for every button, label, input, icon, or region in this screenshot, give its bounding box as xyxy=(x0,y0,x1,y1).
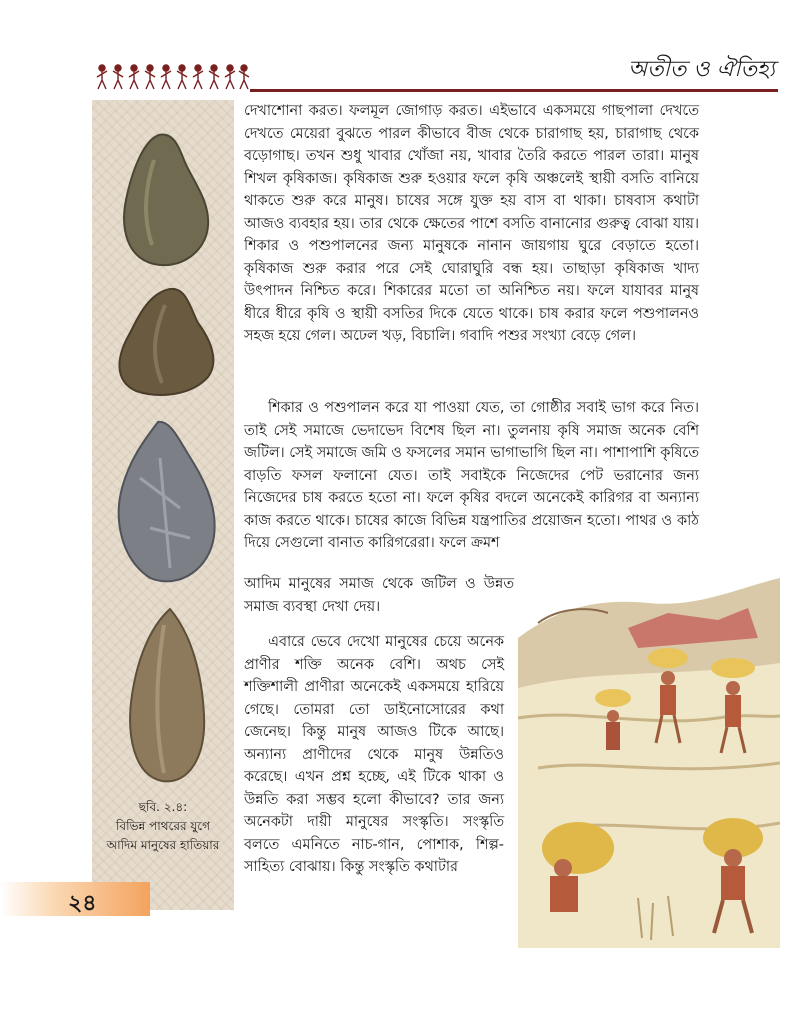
figure-caption-label: ছবি. ২.৪: xyxy=(138,800,188,814)
farming-illustration xyxy=(518,568,780,948)
stone-tools-sidebar xyxy=(92,100,234,910)
stone-tool-image-1 xyxy=(114,130,214,270)
stone-tool-image-2 xyxy=(110,285,218,400)
stone-tool-image-3 xyxy=(110,418,220,588)
figure-caption-line: আদিম মানুষের হাতিয়ার xyxy=(106,838,220,852)
running-header-title: অতীত ও ঐতিহ্য xyxy=(628,57,775,82)
figure-caption-line: বিভিন্ন পাথরের যুগে xyxy=(116,819,210,833)
body-paragraph: শিকার ও পশুপালন করে যা পাওয়া যেত, তা গোষ্ঠীর সবাই ভাগ করে নিত। তাই সেই সমাজে ভেদাভেদ বিশেষ ছিল না। তুলনায় কৃষি সমাজ অনেক বেশি জটিল। সেই সমাজে জমি ও ফসলের সমান ভাগাভাগি ছিল না। পাশাপাশি কৃষিতে বাড়তি ফসল ফলানো যেত। তাই সবাইকে নিজেদের পেট ভরানোর জন্য নিজেদের চাষ করতে হতো না। ফলে কৃষির বদলে অনেকেই কারিগর বা অন্যান্য কাজ করতে থাকে। চাষের কাজে বিভিন্ন যন্ত্রপাতির প্রয়োজন হতো। পাথর ও কাঠ দিয়ে সেগুলো বানাত কারিগরেরা। ফলে ক্রমশ xyxy=(244,400,699,551)
dancing-figures-decoration xyxy=(92,62,252,92)
body-paragraph: দেখাশোনা করত। ফলমূল জোগাড় করত। এইভাবে একসময়ে গাছপালা দেখতে দেখতে মেয়েরা বুঝতে পারল কীভাবে বীজ থেকে চারাগাছ হয়, চারাগাছ থেকে বড়োগাছ। তখন শুধু খাবার খোঁজা নয়, খাবার তৈরি করতে পারল তারা। মানুষ শিখল কৃষিকাজ। কৃষিকাজ শুরু হওয়ার ফলে কৃষি অঞ্চলেই স্থায়ী বসতি বানিয়ে থাকতে শুরু করে মানুষ। চাষের সঙ্গে যুক্ত হয় বাস বা থাকা। চাষবাস কথাটা আজও ব্যবহার হয়। তার থেকে ক্ষেতের পাশে বসতি বানানোর গুরুত্ব বোঝা যায়। শিকার ও পশুপালনের জন্য মানুষকে নানান জায়গায় ঘুরে বেড়াতে হতো। কৃষিকাজ শুরু করার পরে সেই ঘোরাঘুরি বন্ধ হয়। তাছাড়া কৃষিকাজ খাদ্য উৎপাদন নিশ্চিত করে। শিকারের মতো তা অনিশ্চিত নয়। ফলে যাযাবর মানুষ ধীরে ধীরে কৃষি ও স্থায়ী বসতির দিকে যেতে থাকে। চাষ করার ফলে পশুপালনও সহজ হয়ে গেল। অঢেল খড়, বিচালি। গবাদি পশুর সংখ্যা বেড়ে গেল। xyxy=(244,103,699,344)
stone-tool-image-4 xyxy=(120,605,210,785)
page-number: ২৪ xyxy=(68,891,97,916)
body-paragraph-continuation: আদিম মানুষের সমাজ থেকে জটিল ও উন্নত সমাজ ব্যবস্থা দেখা দেয়। xyxy=(244,576,514,615)
body-paragraph: এবারে ভেবে দেখো মানুষের চেয়ে অনেক প্রাণীর শক্তি অনেক বেশি। অথচ সেই শক্তিশালী প্রাণীরা অনেকেই একসময়ে হারিয়ে গেছে। তোমরা তো ডাইনোসোরের কথা জেনেছ। কিন্তু মানুষ আজও টিকে আছে। অন্যান্য প্রাণীদের থেকে মানুষ উন্নতিও করেছে। এখন প্রশ্ন হচ্ছে, এই টিকে থাকা ও উন্নতি করা সম্ভব হলো কীভাবে? তার জন্য অনেকটা দায়ী মানুষের সংস্কৃতি। সংস্কৃতি বলতে এমনিতে নাচ-গান, পোশাক, শিল্প-সাহিত্য বোঝায়। কিন্তু সংস্কৃতি কথাটার xyxy=(244,634,504,875)
figure-caption xyxy=(92,798,234,855)
header-rule xyxy=(250,89,778,92)
